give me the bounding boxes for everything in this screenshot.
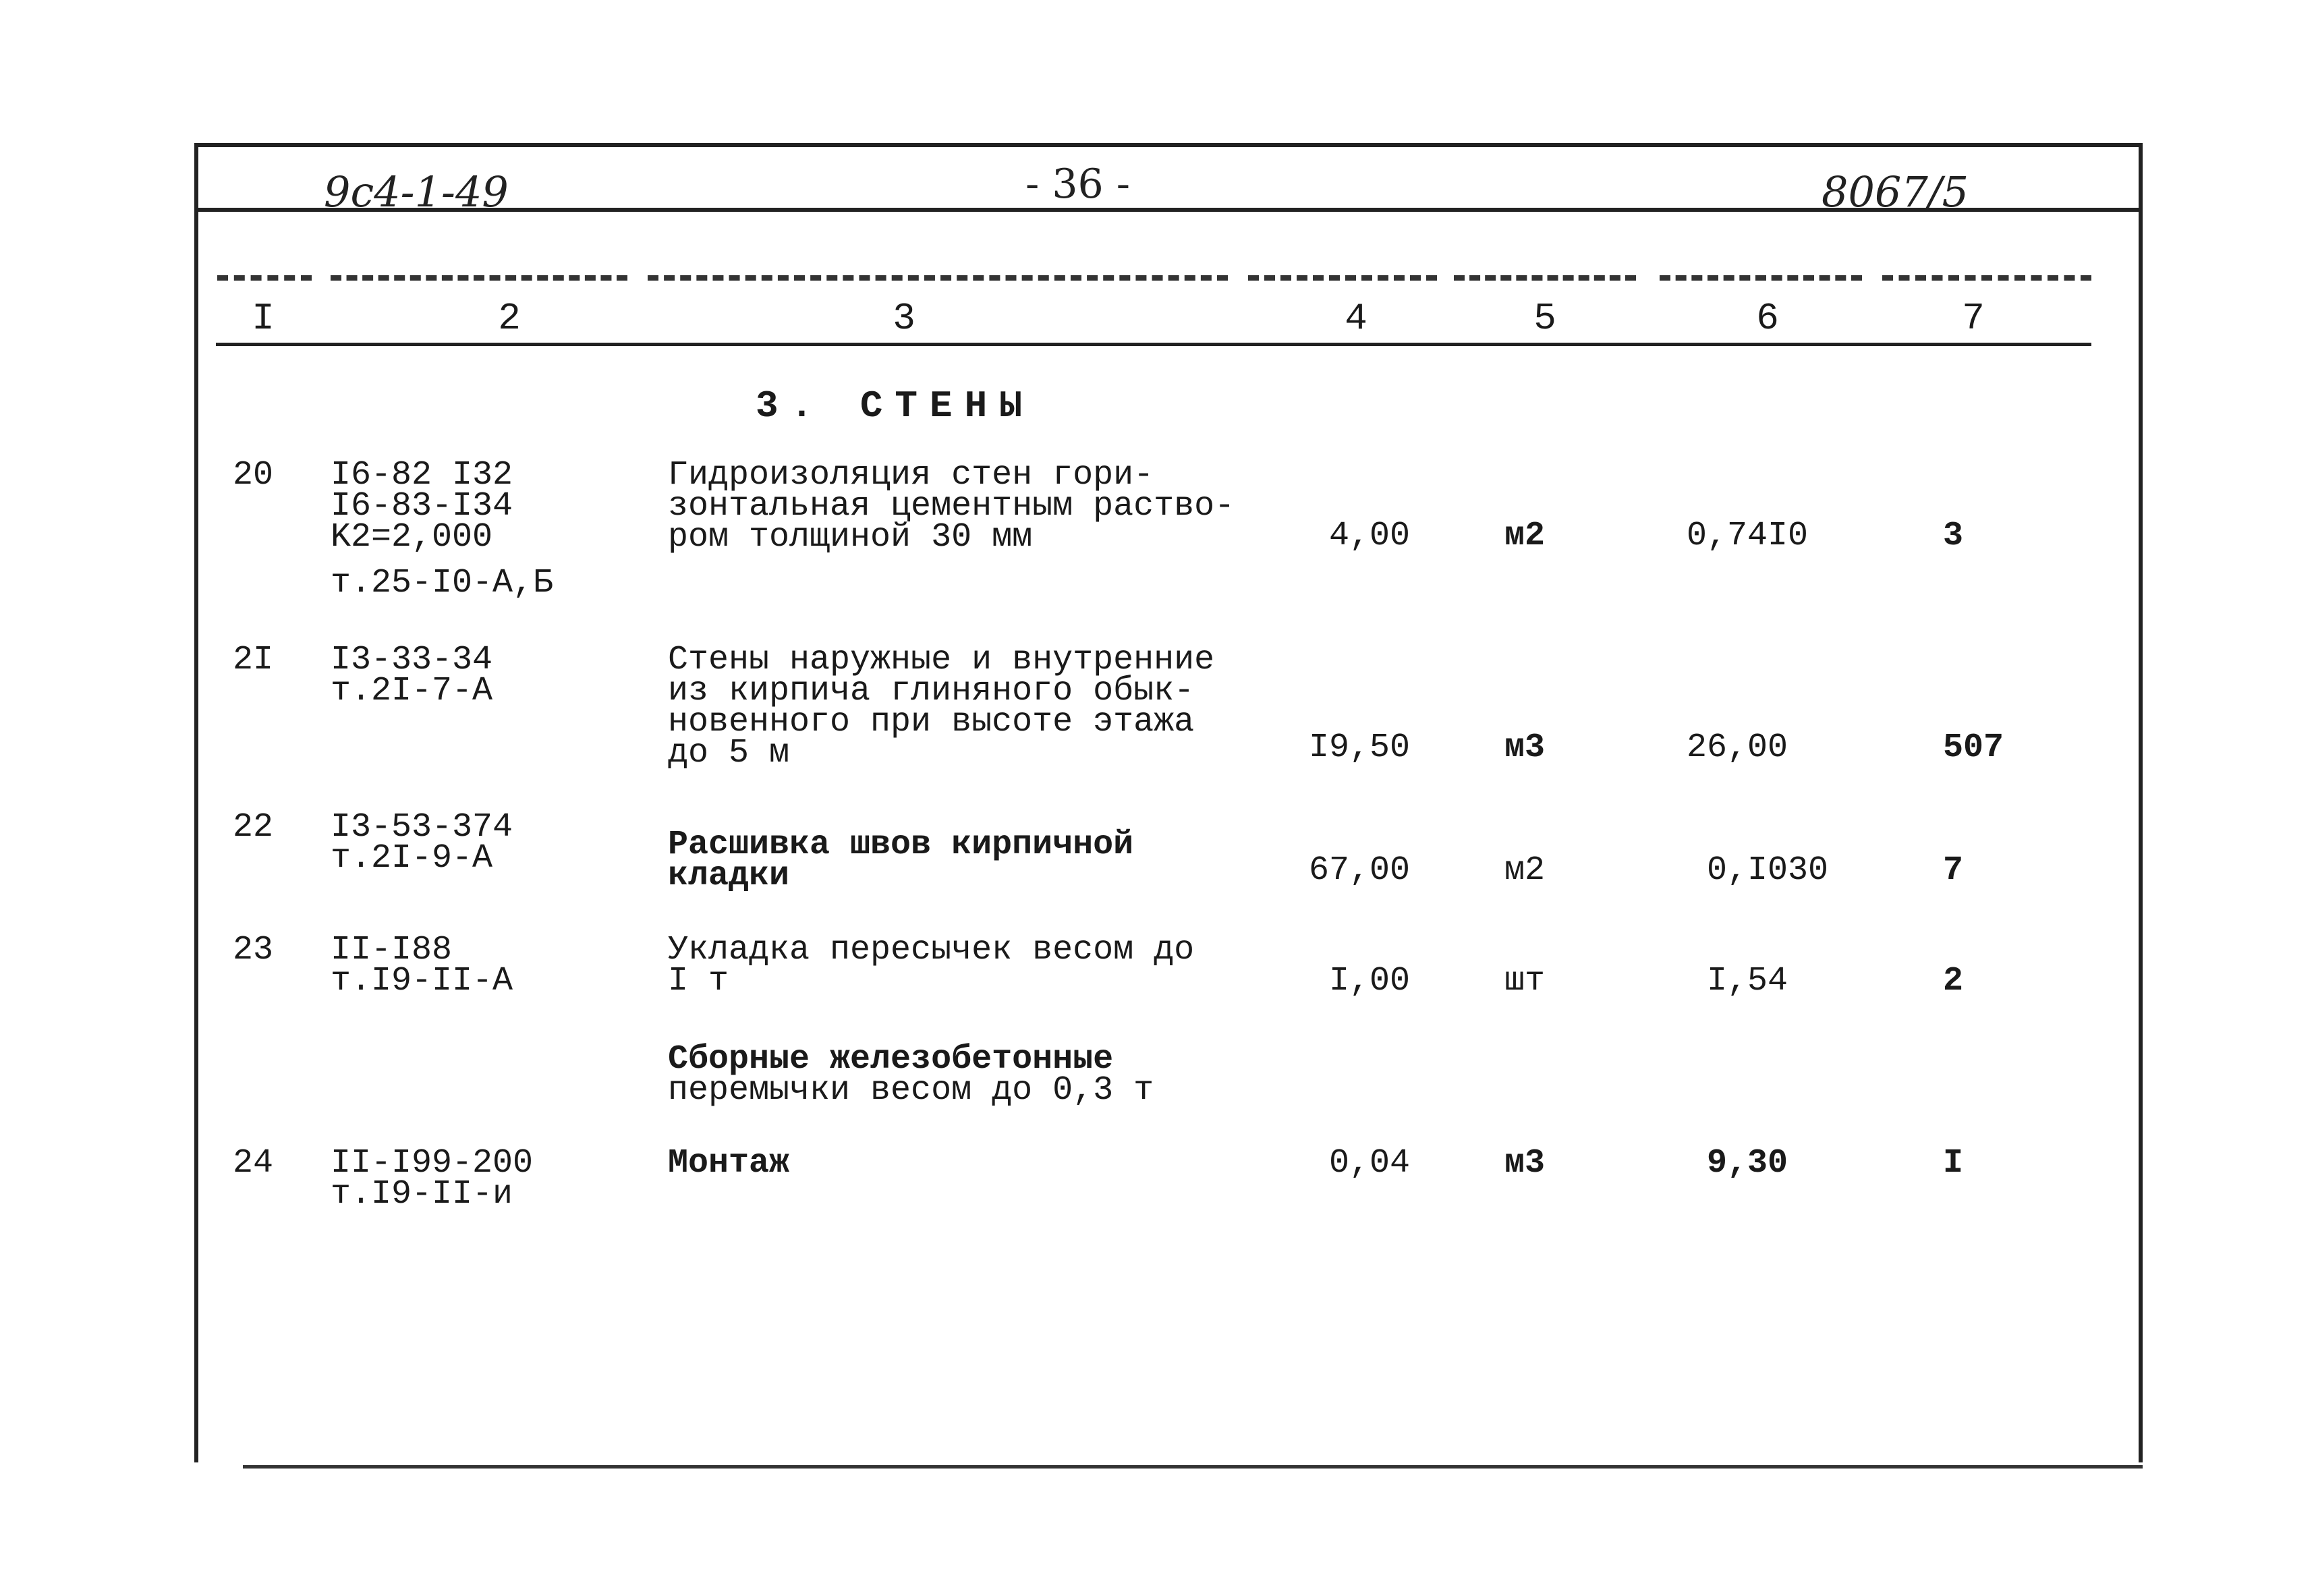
quantity: 67,00 [1308, 851, 1410, 890]
frame-bottom-rule [243, 1465, 2143, 1469]
total: 507 [1943, 729, 2004, 767]
column-separator [217, 275, 312, 281]
norm-codes [331, 1144, 641, 1214]
column-number: 3 [893, 297, 915, 340]
column-separator [1660, 275, 1862, 281]
total: 3 [1943, 517, 1964, 555]
column-number: 5 [1533, 297, 1556, 340]
page-number: - 36 - [1025, 161, 1131, 208]
norm-code: т.I9-II-и [331, 1175, 513, 1214]
norm-code: т.2I-7-А [331, 672, 493, 710]
norm-codes [331, 456, 641, 602]
norm-code: I6-83-I34 [331, 487, 513, 525]
document-code: 9c4-1-49 [324, 167, 509, 217]
unit: м3 [1504, 729, 1546, 767]
unit-price: 0,I030 [1707, 851, 1829, 890]
column-number: 4 [1345, 297, 1367, 340]
description-line: перемычки весом до 0,3 т [668, 1071, 1154, 1110]
unit: м3 [1504, 1144, 1546, 1182]
total: I [1943, 1144, 1964, 1182]
unit-price: 0,74I0 [1687, 517, 1809, 555]
norm-code: т.2I-9-А [331, 839, 493, 878]
work-description [668, 641, 1275, 772]
unit-price: 9,30 [1707, 1144, 1788, 1182]
row-number: 2I [233, 641, 274, 679]
column-separator [1882, 275, 2091, 281]
total: 7 [1943, 851, 1964, 890]
norm-codes [331, 641, 641, 710]
column-number-rule [216, 343, 2091, 346]
norm-code: I6-82 I32 [331, 456, 513, 494]
norm-code: II-I99-200 [331, 1144, 534, 1182]
work-description [668, 1040, 1275, 1110]
work-description [668, 826, 1275, 895]
work-description [668, 1144, 1275, 1182]
work-description [668, 931, 1275, 1000]
description-line: Сборные железобетонные [668, 1040, 1114, 1079]
quantity: 4,00 [1328, 517, 1410, 555]
column-separator [648, 275, 1228, 281]
unit: шт [1504, 962, 1546, 1000]
description-line: ром толщиной 30 мм [668, 518, 1033, 557]
quantity: 0,04 [1328, 1144, 1410, 1182]
norm-codes [331, 931, 641, 1000]
row-number: 22 [233, 808, 274, 847]
row-number: 20 [233, 456, 274, 494]
page-frame [194, 143, 2143, 1462]
description-line: кладки [668, 857, 790, 895]
description-line: зонтальная цементным раство- [668, 487, 1235, 525]
description-line: из кирпича глиняного обык- [668, 672, 1195, 710]
column-separator [331, 275, 627, 281]
column-number: 2 [498, 297, 521, 340]
unit-price: 26,00 [1687, 729, 1788, 767]
norm-code: т.I9-II-А [331, 962, 513, 1000]
norm-code: т.25-I0-А,Б [331, 564, 554, 602]
description-line: I т [668, 962, 729, 1000]
norm-code: K2=2,000 [331, 518, 493, 557]
column-separator [1248, 275, 1437, 281]
description-line: Расшивка швов кирпичной [668, 826, 1134, 864]
description-line: Стены наружные и внутренние [668, 641, 1215, 679]
norm-code: I3-33-34 [331, 641, 493, 679]
row-number: 24 [233, 1144, 274, 1182]
section-title: 3. СТЕНЫ [756, 384, 1034, 428]
column-number: I [252, 297, 275, 340]
quantity: I9,50 [1308, 729, 1410, 767]
sheet-code: 8067/5 [1822, 167, 1969, 217]
column-separator [1454, 275, 1636, 281]
unit: м2 [1504, 851, 1546, 890]
norm-code: II-I88 [331, 931, 453, 969]
norm-code: I3-53-374 [331, 808, 513, 847]
row-number: 23 [233, 931, 274, 969]
unit-price: I,54 [1707, 962, 1788, 1000]
column-number: 6 [1756, 297, 1779, 340]
work-description [668, 456, 1275, 557]
description-line: Гидроизоляция стен гори- [668, 456, 1154, 494]
unit: м2 [1504, 517, 1546, 555]
description-line: Монтаж [668, 1144, 790, 1182]
quantity: I,00 [1328, 962, 1410, 1000]
total: 2 [1943, 962, 1964, 1000]
column-number: 7 [1962, 297, 1985, 340]
description-line: до 5 м [668, 734, 790, 772]
description-line: новенного при высоте этажа [668, 703, 1195, 741]
norm-codes [331, 808, 641, 878]
description-line: Укладка пересычек весом до [668, 931, 1195, 969]
